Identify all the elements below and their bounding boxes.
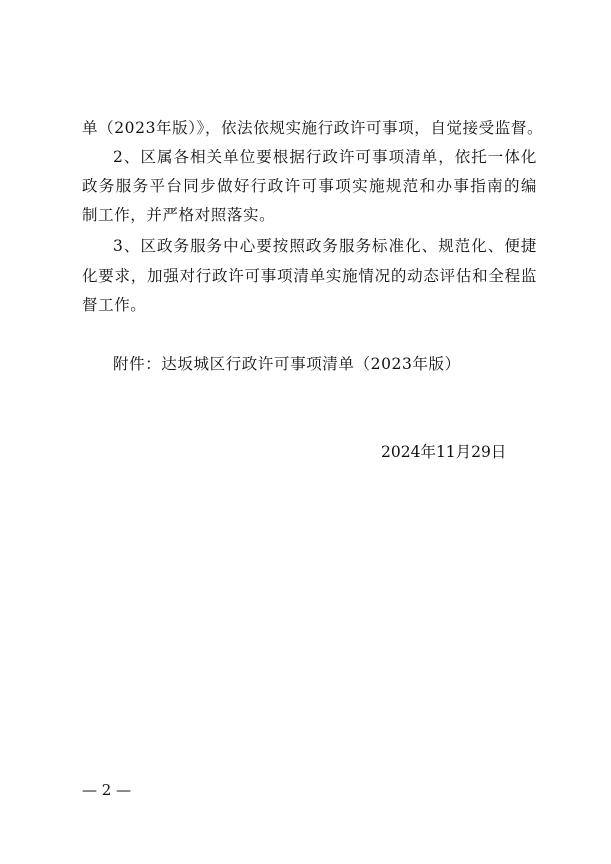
paragraph-line-4: 制工作，并严格对照落实。 [82, 206, 276, 224]
paragraph-line-6: 化要求，加强对行政许可事项清单实施情况的动态评估和全程监 [82, 267, 537, 285]
document-date: 2024年11月29日 [381, 443, 507, 461]
paragraph-line-3: 政务服务平台同步做好行政许可事项实施规范和办事指南的编 [82, 177, 537, 195]
paragraph-line-2: 2、区属各相关单位要根据行政许可事项清单，依托一体化 [113, 148, 537, 166]
paragraph-line-7: 督工作。 [82, 296, 147, 314]
attachment-line: 附件：达坂城区行政许可事项清单（2023年版） [113, 355, 461, 373]
paragraph-line-5: 3、区政务服务中心要按照政务服务标准化、规范化、便捷 [113, 237, 537, 255]
page-number: — 2 — [82, 781, 132, 799]
paragraph-line-1: 单（2023年版）》，依法依规实施行政许可事项，自觉接受监督。 [82, 119, 544, 137]
